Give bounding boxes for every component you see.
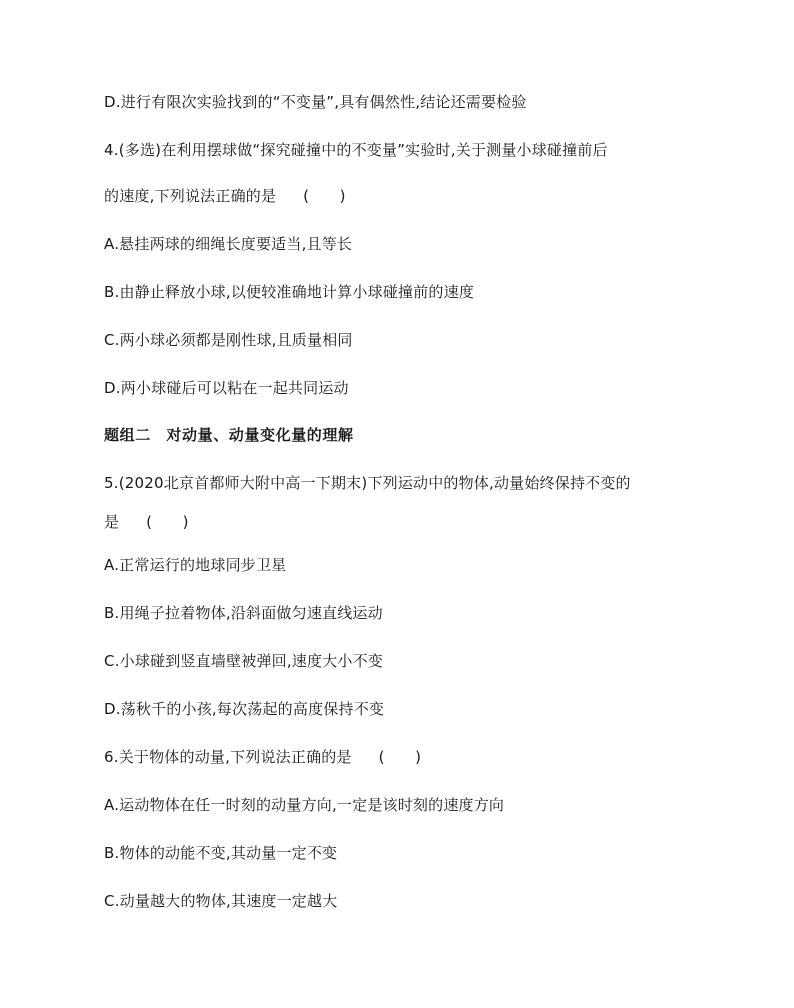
q4-option-b-text: B.由静止释放小球,以便较准确地计算小球碰撞前的速度	[104, 283, 475, 301]
q6-option-c-text: C.动量越大的物体,其速度一定越大	[104, 892, 338, 910]
section-heading-text: 题组二 对动量、动量变化量的理解	[104, 426, 354, 444]
q6-option-c	[104, 891, 337, 911]
q4-option-c-text: C.两小球必须都是刚性球,且质量相同	[104, 331, 353, 349]
q5-stem-line-2	[104, 512, 189, 532]
q5-option-d	[104, 699, 384, 719]
q6-option-a-text: A.运动物体在任一时刻的动量方向,一定是该时刻的速度方向	[104, 796, 505, 814]
q4-option-d-text: D.两小球碰后可以粘在一起共同运动	[104, 379, 349, 397]
q4-stem-line-2	[104, 186, 346, 206]
q3-option-d	[104, 92, 527, 112]
q5-option-a	[104, 555, 286, 575]
q4-stem-line-1	[104, 140, 608, 160]
q6-option-b-text: B.物体的动能不变,其动量一定不变	[104, 844, 338, 862]
q5-stem-line-1	[104, 473, 631, 493]
q6-answer-blank: ( )	[378, 748, 422, 766]
q5-stem-text-2: 是	[104, 513, 120, 531]
q6-stem	[104, 747, 421, 767]
q5-stem-text-1: 5.(2020北京首都师大附中高一下期末)下列运动中的物体,动量始终保持不变的	[104, 474, 631, 492]
q6-option-a	[104, 795, 504, 815]
q5-option-d-text: D.荡秋千的小孩,每次荡起的高度保持不变	[104, 700, 385, 718]
section-heading	[104, 425, 354, 445]
q4-option-d	[104, 378, 349, 398]
q4-option-a-text: A.悬挂两球的细绳长度要适当,且等长	[104, 235, 353, 253]
q5-option-b	[104, 603, 383, 623]
q3-option-d-text: D.进行有限次实验找到的“不变量”,具有偶然性,结论还需要检验	[104, 93, 527, 111]
q4-option-b	[104, 282, 474, 302]
q4-stem-text-1: 4.(多选)在利用摆球做“探究碰撞中的不变量”实验时,关于测量小球碰撞前后	[104, 141, 608, 159]
q5-option-b-text: B.用绳子拉着物体,沿斜面做匀速直线运动	[104, 604, 383, 622]
q5-option-a-text: A.正常运行的地球同步卫星	[104, 556, 287, 574]
q5-option-c-text: C.小球碰到竖直墙壁被弹回,速度大小不变	[104, 652, 384, 670]
q6-stem-text: 6.关于物体的动量,下列说法正确的是	[104, 748, 352, 766]
q5-answer-blank: ( )	[146, 513, 189, 531]
q4-stem-text-2: 的速度,下列说法正确的是	[104, 187, 277, 205]
q4-option-c	[104, 330, 353, 350]
q5-option-c	[104, 651, 383, 671]
q6-option-b	[104, 843, 337, 863]
q4-answer-blank: ( )	[303, 187, 346, 205]
q4-option-a	[104, 234, 352, 254]
